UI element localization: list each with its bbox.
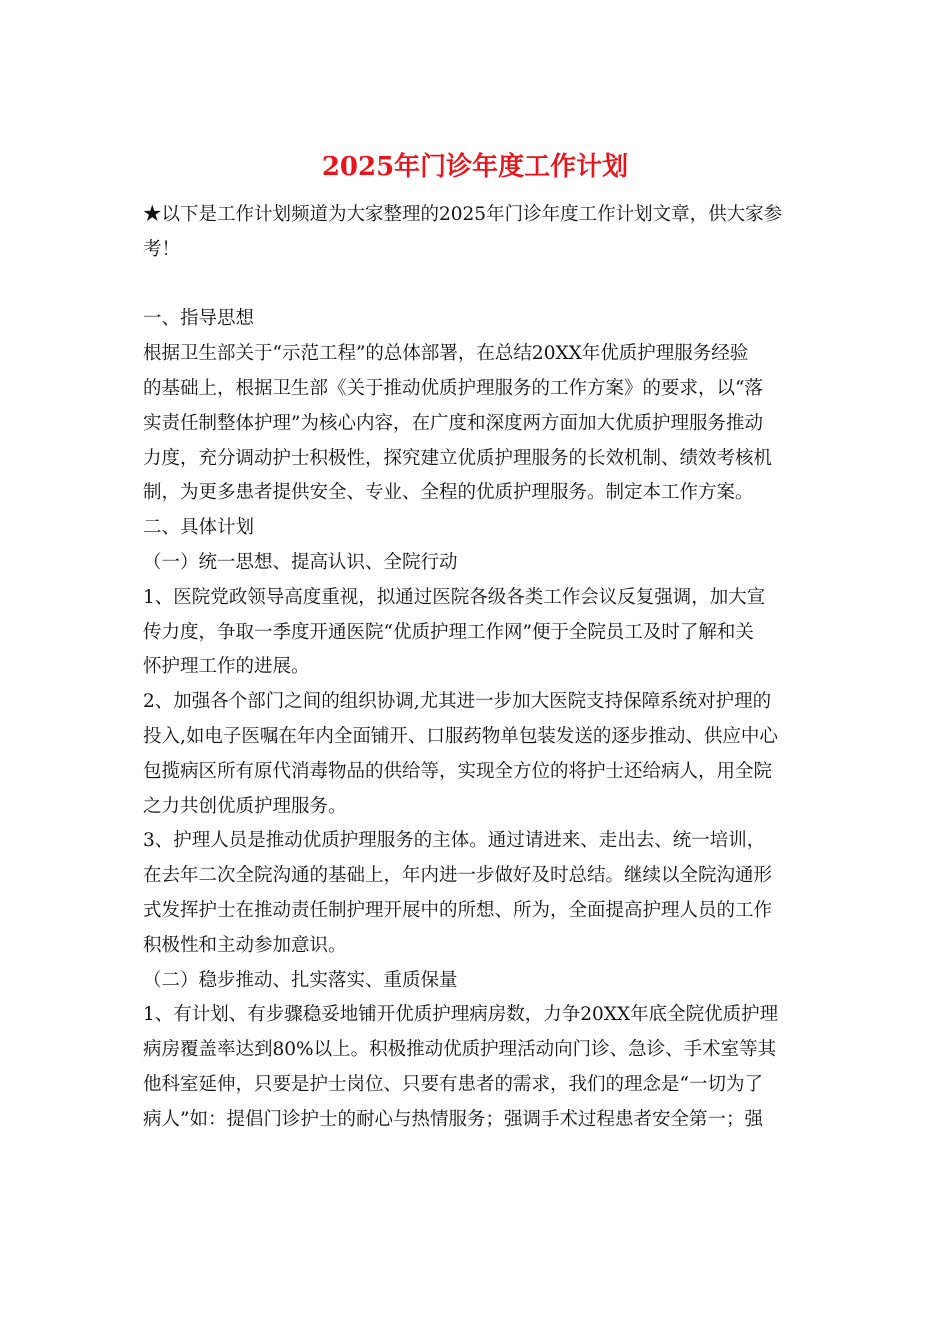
- intro-line-2: 考！: [143, 238, 181, 260]
- paragraph-line: 投入,如电子医嘱在年内全面铺开、口服药物单包装发送的逐步推动、供应中心: [143, 725, 778, 747]
- paragraph-line: 2、加强各个部门之间的组织协调,尤其进一步加大医院支持保障系统对护理的: [143, 691, 772, 713]
- paragraph-line: 根据卫生部关于“示范工程”的总体部署，在总结20XX年优质护理服务经验: [143, 343, 749, 365]
- paragraph-line: 怀护理工作的进展。: [143, 656, 310, 678]
- document-body: [143, 198, 813, 1138]
- subsection-heading-2: （二）稳步推动、扎实落实、重质保量: [143, 969, 458, 991]
- paragraph-line: 制，为更多患者提供安全、专业、全程的优质护理服务。制定本工作方案。: [143, 482, 754, 504]
- section-heading-specific-plan: 二、具体计划: [143, 517, 255, 539]
- paragraph-line: 实责任制整体护理”为核心内容，在广度和深度两方面加大优质护理服务推动: [143, 412, 763, 434]
- paragraph-line: 的基础上，根据卫生部《关于推动优质护理服务的工作方案》的要求，以“落: [143, 377, 763, 399]
- paragraph-line: 包揽病区所有原代消毒物品的供给等，实现全方位的将护士还给病人，用全院: [143, 760, 773, 782]
- document-title: 2025年门诊年度工作计划: [321, 152, 629, 182]
- section-heading-guiding-ideology: 一、指导思想: [143, 308, 255, 330]
- subsection-heading-1: （一）统一思想、提高认识、全院行动: [143, 551, 458, 573]
- paragraph-line: 式发挥护士在推动责任制护理开展中的所想、所为，全面提高护理人员的工作: [143, 899, 773, 921]
- paragraph-line: 在去年二次全院沟通的基础上，年内进一步做好及时总结。继续以全院沟通形: [143, 865, 773, 887]
- paragraph-line: 1、有计划、有步骤稳妥地铺开优质护理病房数，力争20XX年底全院优质护理: [143, 1004, 779, 1026]
- paragraph-line: 病房覆盖率达到80%以上。积极推动优质护理活动向门诊、急诊、手术室等其: [143, 1039, 777, 1061]
- paragraph-line: 之力共创优质护理服务。: [143, 795, 347, 817]
- blank-line: [143, 268, 813, 303]
- paragraph-line: 积极性和主动参加意识。: [143, 934, 347, 956]
- paragraph-line: 他科室延伸，只要是护士岗位、只要有患者的需求，我们的理念是“一切为了: [143, 1073, 763, 1095]
- paragraph-line: 力度，充分调动护士积极性，探究建立优质护理服务的长效机制、绩效考核机: [143, 447, 773, 469]
- paragraph-line: 1、医院党政领导高度重视，拟通过医院各级各类工作会议反复强调，加大宣: [143, 586, 766, 608]
- paragraph-line: 3、护理人员是推动优质护理服务的主体。通过请进来、走出去、统一培训，: [143, 830, 766, 852]
- paragraph-line: 传力度，争取一季度开通医院“优质护理工作网”便于全院员工及时了解和关: [143, 621, 754, 643]
- paragraph-line: 病人”如：提倡门诊护士的耐心与热情服务；强调手术过程患者安全第一；强: [143, 1108, 763, 1130]
- intro-line-1: ★以下是工作计划频道为大家整理的2025年门诊年度工作计划文章，供大家参: [143, 204, 783, 225]
